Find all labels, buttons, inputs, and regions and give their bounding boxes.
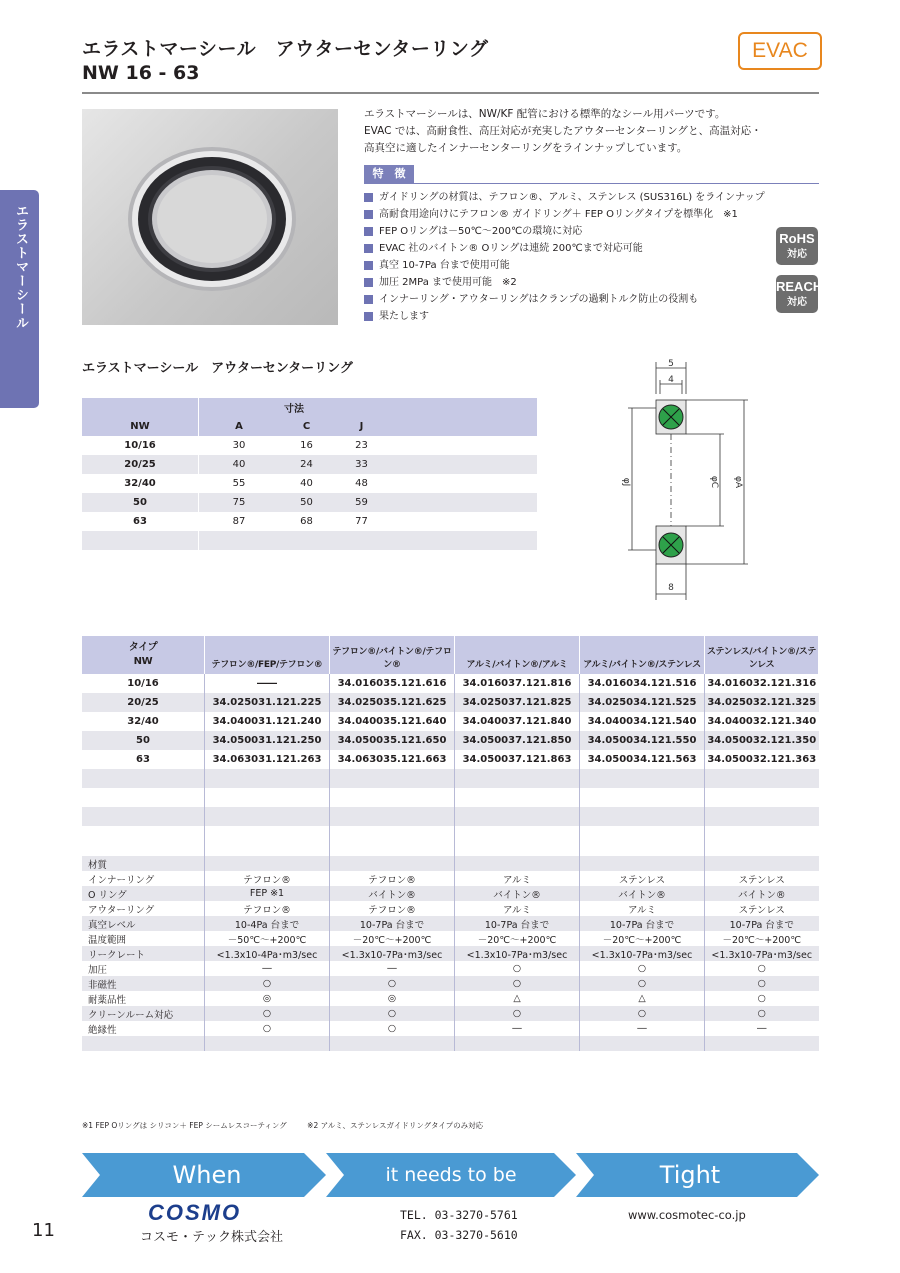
evac-logo: EVAC xyxy=(738,32,822,70)
features-divider xyxy=(364,183,819,184)
table-row-spacer xyxy=(82,826,819,856)
feature-item: 真空 10-7Pa 台まで使用可能 xyxy=(364,257,774,274)
table-row: 20/25 34.025031.121.225 34.025035.121.625 34.025037.121.825 34.025034.121.525 34.025032.121.325 xyxy=(82,693,819,712)
table-row: 32/40 34.040031.121.240 34.040035.121.640 34.040037.121.840 34.040034.121.540 34.040032.121.340 xyxy=(82,712,819,731)
type-label: タイプ xyxy=(128,642,158,653)
table-row-empty xyxy=(82,769,819,788)
features-list xyxy=(364,189,774,325)
slogan-needs: it needs to be xyxy=(385,1164,517,1186)
col-c: C xyxy=(279,417,334,436)
dim-label-c: φC xyxy=(709,475,719,489)
footnote-1: ※1 FEP Oリングは シリコン＋ FEP シームレスコーティング xyxy=(82,1121,287,1130)
table-row-empty xyxy=(82,1036,819,1051)
dim-label-top1: 5 xyxy=(668,359,674,369)
spec-row: クリーンルーム対応 ○ ○ ○ ○ ○ xyxy=(82,1006,819,1021)
spec-row: インナーリング テフロン® テフロン® アルミ ステンレス ステンレス xyxy=(82,871,819,886)
reach-badge xyxy=(776,275,823,313)
type-header: テフロン®/FEP/テフロン® xyxy=(205,636,330,674)
phone-number: TEL. 03-3270-5761 xyxy=(400,1208,518,1222)
nw-label: NW xyxy=(133,656,153,667)
type-header: アルミ/バイトン®/ステンレス xyxy=(580,636,705,674)
col-a: A xyxy=(199,417,280,436)
spec-row: 温度範囲 －50℃～+200℃ －20℃～+200℃ －20℃～+200℃ －20℃～+200℃ －20℃～+200℃ xyxy=(82,931,819,946)
table-row: 10/16 ―― 34.016035.121.616 34.016037.121.816 34.016034.121.516 34.016032.121.316 xyxy=(82,674,819,693)
feature-item-continued: 果たします xyxy=(364,308,774,325)
page-subtitle: NW 16 - 63 xyxy=(82,62,200,84)
spec-row: 絶縁性 ○ ○ ― ― ― xyxy=(82,1021,819,1036)
part-header-row xyxy=(82,636,819,674)
spec-row: リークレート <1.3x10-4Pa･m3/sec <1.3x10-7Pa･m3/sec <1.3x10-7Pa･m3/sec <1.3x10-7Pa･m3/sec <1.3x10-7Pa･m3/sec xyxy=(82,946,819,961)
dimension-table xyxy=(82,398,537,569)
dim-label-j: φJ xyxy=(621,477,631,487)
type-header: アルミ/バイトン®/アルミ xyxy=(455,636,580,674)
seal-ring-image xyxy=(82,109,338,325)
dim-label-bottom: 8 xyxy=(668,583,674,593)
table-row: 20/25 40 24 33 xyxy=(82,455,537,474)
website-link[interactable]: www.cosmotec-co.jp xyxy=(628,1208,746,1222)
spec-row: 耐薬品性 ◎ ◎ △ △ ○ xyxy=(82,991,819,1006)
table-row-empty xyxy=(82,788,819,807)
intro-line: エラストマーシールは、NW/KF 配管における標準的なシール用パーツです。 xyxy=(364,108,726,120)
spec-row: 非磁性 ○ ○ ○ ○ ○ xyxy=(82,976,819,991)
feature-item: ガイドリングの材質は、テフロン®、アルミ、ステンレス (SUS316L) をラインナップ xyxy=(364,189,774,206)
company-name: コスモ・テック株式会社 xyxy=(140,1230,284,1245)
col-j: J xyxy=(334,417,389,436)
rohs-badge-top: RoHS xyxy=(779,231,815,246)
side-tab xyxy=(0,190,39,408)
table-row: 32/40 55 40 48 xyxy=(82,474,537,493)
slogan-when: When xyxy=(172,1161,242,1189)
col-nw: NW xyxy=(82,417,199,436)
spec-row: 真空レベル 10-4Pa 台まで 10-7Pa 台まで 10-7Pa 台まで 10-7Pa 台まで 10-7Pa 台まで xyxy=(82,916,819,931)
feature-item: 高耐食用途向けにテフロン® ガイドリング＋ FEP Oリングタイプを標準化 ※1 xyxy=(364,206,774,223)
dim-label-top2: 4 xyxy=(668,375,674,385)
spec-row: アウターリング テフロン® テフロン® アルミ アルミ ステンレス xyxy=(82,901,819,916)
reach-badge-top: REACH xyxy=(776,279,823,294)
table-row: 63 87 68 77 xyxy=(82,512,537,531)
dimension-header-row xyxy=(82,398,537,417)
page-title: エラストマーシール アウターセンターリング xyxy=(82,38,489,60)
fax-number: FAX. 03-3270-5610 xyxy=(400,1228,518,1242)
table-row: 50 34.050031.121.250 34.050035.121.650 34.050037.121.850 34.050034.121.550 34.050032.121.350 xyxy=(82,731,819,750)
cross-section-drawing xyxy=(600,356,770,606)
table-row: 63 34.063031.121.263 34.063035.121.663 34.050037.121.863 34.050034.121.563 34.050032.121.363 xyxy=(82,750,819,769)
table-row-empty xyxy=(82,531,537,550)
intro-line: 高真空に適したインナーセンターリングをラインナップしています。 xyxy=(364,142,688,154)
spec-row: O リング FEP ※1 バイトン® バイトン® バイトン® バイトン® xyxy=(82,886,819,901)
table-row: 50 75 50 59 xyxy=(82,493,537,512)
table-row-empty xyxy=(82,550,537,569)
dimension-group-header: 寸法 xyxy=(199,398,390,417)
reach-badge-bottom: 対応 xyxy=(787,297,807,308)
part-number-table xyxy=(82,636,819,1051)
spec-row: 材質 xyxy=(82,856,819,871)
side-tab-label: エラストマーシール xyxy=(13,204,28,330)
feature-item: FEP Oリングは－50℃～200℃の環境に対応 xyxy=(364,223,774,240)
table-row-empty xyxy=(82,807,819,826)
feature-item: インナーリング・アウターリングはクランプの過剰トルク防止の役割も xyxy=(364,291,774,308)
intro-line: EVAC では、高耐食性、高圧対応が充実したアウターセンターリングと、高温対応・ xyxy=(364,125,762,137)
table-row: 10/16 30 16 23 xyxy=(82,436,537,455)
product-photo xyxy=(82,109,338,325)
rohs-badge-bottom: 対応 xyxy=(787,249,807,260)
cosmo-logo: COSMO xyxy=(148,1200,242,1225)
page-number: 11 xyxy=(32,1220,55,1241)
type-header: ステンレス/バイトン®/ステンレス xyxy=(705,636,819,674)
features-heading: 特 徴 xyxy=(364,165,414,183)
dimension-column-row xyxy=(82,417,537,436)
feature-item: 加圧 2MPa まで使用可能 ※2 xyxy=(364,274,774,291)
dim-label-a: φA xyxy=(733,475,743,489)
intro-text xyxy=(364,106,824,157)
slogan-tight: Tight xyxy=(659,1161,721,1189)
footnote-2: ※2 アルミ、ステンレスガイドリングタイプのみ対応 xyxy=(307,1121,484,1130)
type-header: テフロン®/バイトン®/テフロン® xyxy=(330,636,455,674)
section-title: エラストマーシール アウターセンターリング xyxy=(82,361,353,376)
footnotes xyxy=(82,1120,501,1131)
spec-row: 加圧 ― ― ○ ○ ○ xyxy=(82,961,819,976)
rohs-badge xyxy=(776,227,818,265)
header-divider xyxy=(82,92,819,94)
feature-item: EVAC 社のバイトン® Oリングは連続 200℃まで対応可能 xyxy=(364,240,774,257)
